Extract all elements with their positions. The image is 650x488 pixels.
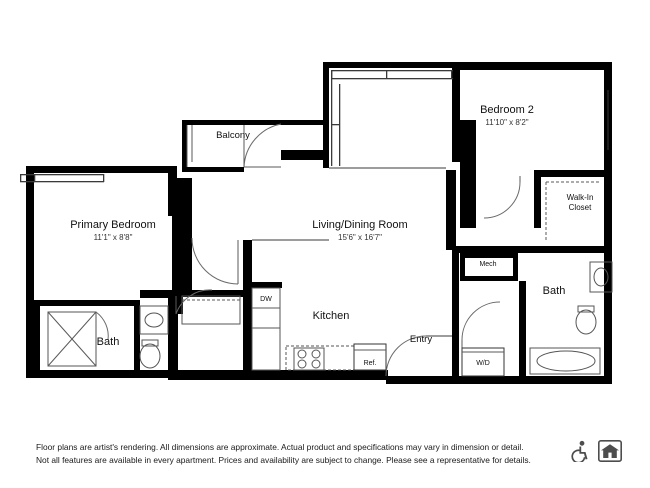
legal-badges <box>570 440 622 462</box>
room-name: Entry <box>409 334 433 345</box>
room-name: Kitchen <box>312 310 350 322</box>
room-name: Primary Bedroom <box>70 219 156 231</box>
room-name: Bath <box>542 285 566 297</box>
fixture-group <box>48 90 612 376</box>
room-name: Bedroom 2 <box>480 104 534 116</box>
disclaimer-section <box>0 436 650 488</box>
room-name: Ref. <box>363 360 377 367</box>
disclaimer-line-1: Floor plans are artist's rendering. All dimensions are approximate. Actual product and specifications may vary in dimension or detail. <box>36 442 524 452</box>
room-name: Balcony <box>216 130 250 141</box>
wheelchair-accessible-icon <box>570 440 590 462</box>
disclaimer-line-2: Not all features are available in every apartment. Prices and availability are subject to change. Please see a representative for details. <box>36 455 531 466</box>
wall-group <box>20 62 612 384</box>
room-dimensions: 11'1" x 8'8" <box>93 232 133 242</box>
room-name: Bath <box>96 336 120 348</box>
room-name: W/D <box>476 360 490 367</box>
room-dimensions: 11'10" x 8'2" <box>485 117 529 127</box>
room-name: DW <box>260 296 272 303</box>
room-name: Living/Dining Room <box>312 219 408 231</box>
room-name-line2: Closet <box>568 203 592 212</box>
room-name-line1: Walk-In <box>566 193 594 202</box>
room-name: Mech <box>479 261 497 268</box>
equal-housing-opportunity-icon <box>598 440 622 462</box>
room-dimensions: 15'6" x 16'7" <box>338 232 382 242</box>
disclaimer-text <box>36 441 556 467</box>
